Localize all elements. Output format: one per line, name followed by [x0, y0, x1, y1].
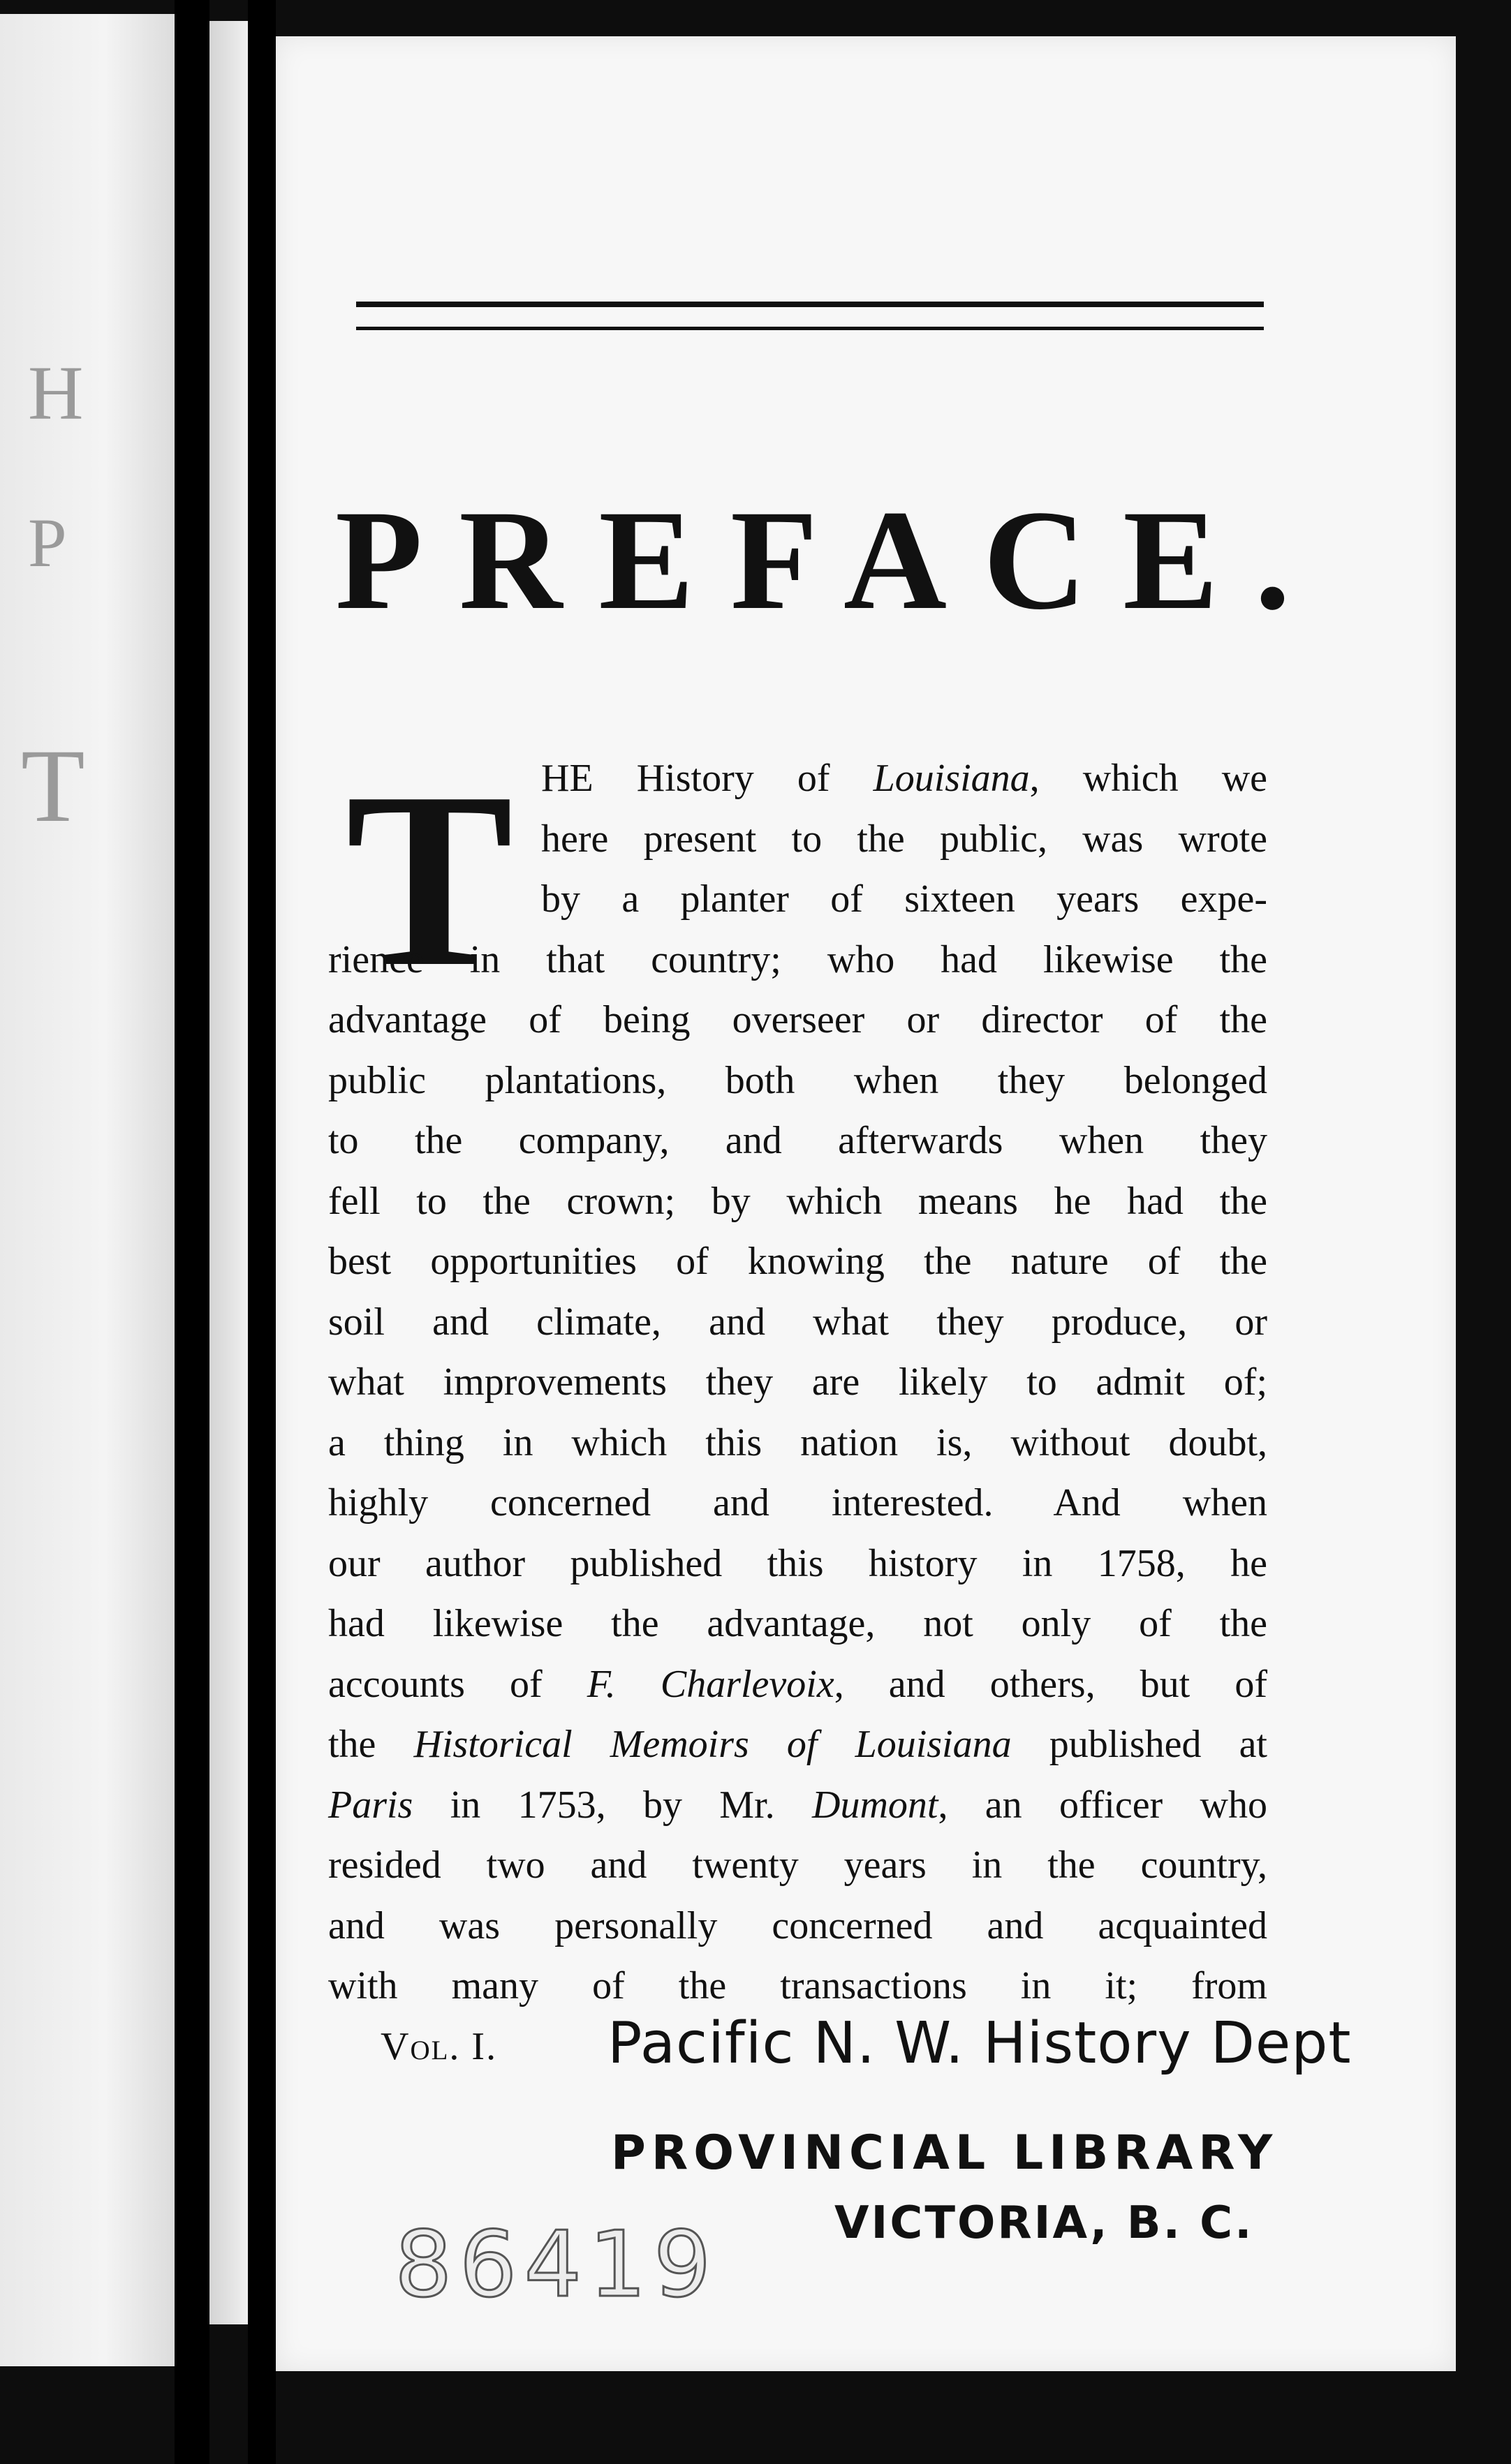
text-line: HE History of Louisiana, which we — [541, 757, 1268, 800]
header-rule-thick — [356, 302, 1264, 307]
facing-page-bleed-letter: P — [28, 504, 67, 581]
text-line: best opportunities of knowing the nature of the — [328, 1240, 1267, 1283]
text-line: here present to the public, was wrote — [541, 817, 1267, 861]
text-line: fell to the crown; by which means he had the — [328, 1179, 1267, 1223]
text-line: the Historical Memoirs of Louisiana published at — [328, 1723, 1267, 1766]
header-rule-thin — [356, 327, 1264, 330]
text-line: soil and climate, and what they produce, or — [328, 1300, 1267, 1344]
text-line: had likewise the advantage, not only of the — [328, 1602, 1267, 1645]
text-line: our author published this history in 1758, he — [328, 1541, 1267, 1585]
facing-page-bleed-letter: H — [28, 350, 84, 436]
text-line: what improvements they are likely to admit of; — [328, 1360, 1267, 1404]
page-title: PREFACE. — [335, 481, 1327, 639]
location-stamp: VICTORIA, B. C. — [834, 2197, 1254, 2249]
accession-number: 86419 — [395, 2211, 718, 2317]
text-line: advantage of being overseer or director of the — [328, 998, 1267, 1041]
volume-signature: Vol. I. — [381, 2025, 498, 2068]
text-line: by a planter of sixteen years expe- — [541, 877, 1267, 921]
text-line: to the company, and afterwards when they — [328, 1119, 1267, 1162]
binding-shadow — [175, 0, 209, 2464]
library-stamp: PROVINCIAL LIBRARY — [611, 2125, 1278, 2181]
text-line: Paris in 1753, by Mr. Dumont, an officer who — [328, 1783, 1267, 1827]
department-stamp: Pacific N. W. History Dept — [607, 2010, 1352, 2077]
text-line: a thing in which this nation is, without doubt, — [328, 1420, 1267, 1464]
text-line: highly concerned and interested. And when — [328, 1481, 1267, 1524]
drop-cap: T — [346, 740, 514, 1018]
facing-page-bleed-letter: T — [21, 728, 85, 844]
text-line: accounts of F. Charlevoix, and others, but of — [328, 1662, 1267, 1706]
text-line: public plantations, both when they belonged — [328, 1058, 1267, 1102]
text-line: resided two and twenty years in the country, — [328, 1843, 1267, 1887]
binding-shadow-right — [248, 0, 276, 2464]
text-line: rience in that country; who had likewise the — [328, 937, 1267, 981]
binding-fold — [209, 21, 251, 2324]
facing-page-edge — [0, 14, 175, 2366]
text-line: with many of the transactions in it; from — [328, 1964, 1267, 2007]
text-line: and was personally concerned and acquainted — [328, 1903, 1267, 1947]
preface-body — [328, 740, 1268, 2017]
